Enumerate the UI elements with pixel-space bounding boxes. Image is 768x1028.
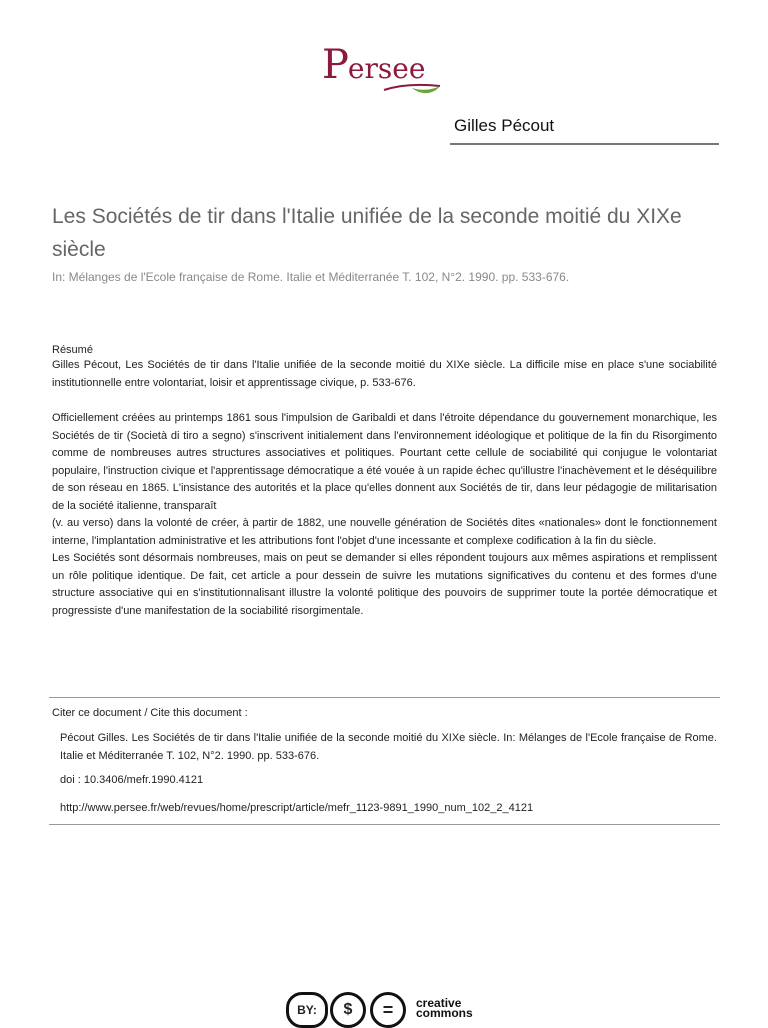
citation-divider-top bbox=[49, 697, 720, 698]
author-divider bbox=[450, 143, 719, 145]
abstract-paragraph: Gilles Pécout, Les Sociétés de tir dans l'Italie unifiée de la seconde moitié du XIXe siècle. La difficile mise en place s'une sociabilité institutionnelle entre volontariat, loisir et apprentissage civique, p. 533-676. bbox=[52, 359, 717, 389]
article-url-link[interactable]: http://www.persee.fr/web/revues/home/prescript/article/mefr_1123-9891_1990_num_102_2_4121 bbox=[60, 802, 534, 814]
abstract-paragraph: (v. au verso) dans la volonté de créer, à partir de 1882, une nouvelle génération de Sociétés dites «nationales» dont le fonctionnement interne, l'implantation administrative et les attributions font l'objet d'une incessante et complexe codification à la fin du siècle. bbox=[52, 517, 717, 547]
cc-nd-icon bbox=[370, 992, 406, 1028]
cc-by-icon: BY: bbox=[286, 992, 328, 1028]
abstract-paragraph: Les Sociétés sont désormais nombreuses, mais on peut se demander si elles répondent toujours aux mêmes aspirations et remplissent un rôle politique identique. De fait, cet article a pour dessein de suivre les mutations significatives du contenu et des formes d'une structure associative qui en s'institutionnalisant illustre la volonté politique des pouvoirs de supprimer toute la portée démocratique et progressiste d'une manifestation de la sociabilité risorgimentale. bbox=[52, 552, 717, 617]
leaf-icon bbox=[382, 82, 442, 98]
persee-wordmark: Persee bbox=[322, 42, 426, 88]
abstract-paragraph: Officiellement créées au printemps 1861 sous l'impulsion de Garibaldi et dans l'étroite dépendance du gouvernement monarchique, les Sociétés de tir (Società di tiro a segno) s'inscrivent initialement dans l'environnement idéologique et politique de la fin du Risorgimento comme de nombreuses autres structures associatives et politiques. Pourtant cette cellule de sociabilité qui conjugue le volontariat populaire, l'instruction civique et l'apprentissage démocratique a été vouée à un rapide échec qu'illustre l'inachèvement et le déséquilibre de son réseau en 1865. L'insistance des autorités et la place qu'elles donnent aux Sociétés de tir, dans leur pédagogie de militarisation de la société italienne, transparaît bbox=[52, 412, 717, 512]
cc-nc-symbol: $ bbox=[343, 1001, 353, 1018]
abstract-body bbox=[52, 357, 717, 620]
article-title: Les Sociétés de tir dans l'Italie unifiée de la seconde moitié du XIXe siècle bbox=[52, 205, 682, 261]
author-name: Gilles Pécout bbox=[454, 116, 555, 135]
doi-link[interactable]: doi : 10.3406/mefr.1990.4121 bbox=[60, 774, 204, 786]
citation-divider-bottom bbox=[49, 824, 720, 825]
abstract-heading: Résumé bbox=[52, 344, 93, 356]
citation-label: Citer ce document / Cite this document : bbox=[52, 707, 248, 719]
creative-commons-license[interactable] bbox=[286, 992, 486, 1024]
cc-wordmark: creative commons bbox=[416, 996, 473, 1020]
cc-nc-icon bbox=[330, 992, 366, 1028]
source-reference: In: Mélanges de l'Ecole française de Rome. Italie et Méditerranée T. 102, N°2. 1990. pp. 533-676. bbox=[52, 270, 570, 284]
citation-text: Pécout Gilles. Les Sociétés de tir dans l'Italie unifiée de la seconde moitié du XIXe siècle. In: Mélanges de l'Ecole française de Rome. Italie et Méditerranée T. 102, N°2. 1990. pp. 533-676. bbox=[60, 732, 717, 762]
persee-logo[interactable] bbox=[322, 42, 452, 102]
cc-nd-symbol: = bbox=[382, 1000, 394, 1020]
